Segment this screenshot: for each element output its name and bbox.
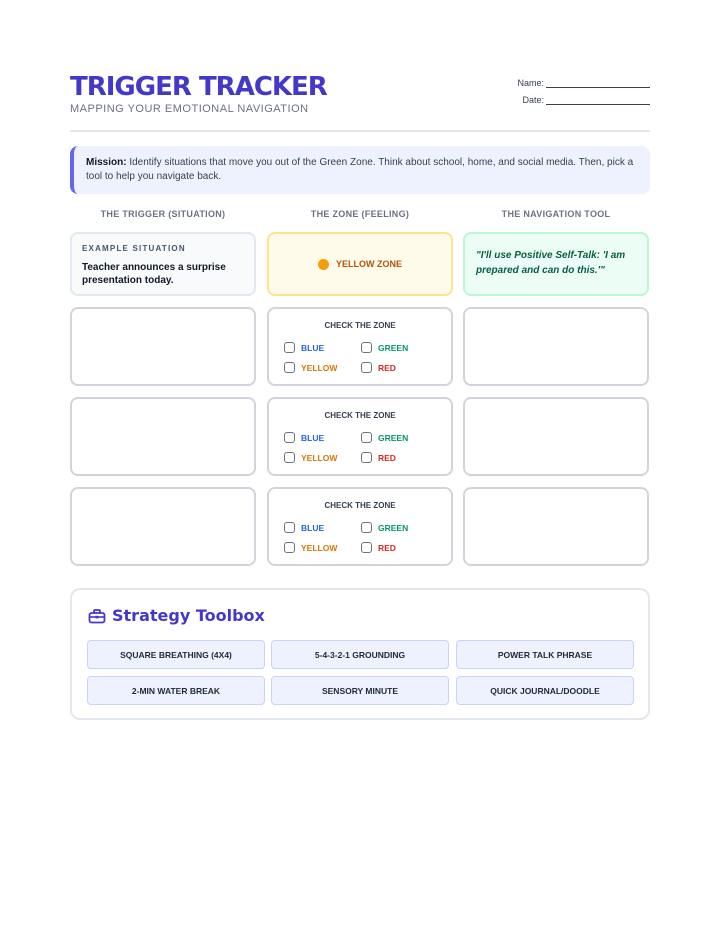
check-zone-title: CHECK THE ZONE bbox=[324, 321, 396, 330]
trigger-input-card[interactable] bbox=[70, 487, 256, 566]
example-trigger-card bbox=[70, 232, 256, 296]
tool-power-talk[interactable]: POWER TALK PHRASE bbox=[456, 640, 634, 669]
zone-option-red[interactable]: RED bbox=[361, 542, 396, 553]
page-header bbox=[70, 70, 650, 132]
checkbox-icon[interactable] bbox=[361, 522, 372, 533]
name-field[interactable] bbox=[546, 79, 650, 88]
zone-check-card bbox=[267, 487, 453, 566]
mission-callout bbox=[70, 146, 650, 194]
zone-option-yellow[interactable]: YELLOW bbox=[284, 452, 337, 463]
checkbox-icon[interactable] bbox=[284, 362, 295, 373]
name-date-fields bbox=[490, 72, 650, 106]
checkbox-icon[interactable] bbox=[361, 452, 372, 463]
check-zone-title: CHECK THE ZONE bbox=[324, 501, 396, 510]
zone-option-blue[interactable]: BLUE bbox=[284, 342, 324, 353]
checkbox-icon[interactable] bbox=[361, 432, 372, 443]
name-label: Name: bbox=[517, 78, 544, 88]
tool-sensory-minute[interactable]: SENSORY MINUTE bbox=[271, 676, 449, 705]
zone-option-yellow[interactable]: YELLOW bbox=[284, 542, 337, 553]
example-zone-card bbox=[267, 232, 453, 296]
tool-input-card[interactable] bbox=[463, 307, 649, 386]
checkbox-icon[interactable] bbox=[361, 542, 372, 553]
page-subtitle: MAPPING YOUR EMOTIONAL NAVIGATION bbox=[70, 103, 309, 115]
example-situation: Teacher announces a surprise presentation today. bbox=[82, 262, 226, 286]
checkbox-icon[interactable] bbox=[284, 542, 295, 553]
checkbox-icon[interactable] bbox=[284, 452, 295, 463]
date-label: Date: bbox=[522, 95, 544, 105]
page-title: TRIGGER TRACKER bbox=[70, 72, 327, 102]
column-header-trigger: THE TRIGGER (SITUATION) bbox=[100, 209, 226, 219]
strategy-toolbox bbox=[70, 588, 650, 720]
trigger-input-card[interactable] bbox=[70, 307, 256, 386]
tool-square-breathing[interactable]: SQUARE BREATHING (4X4) bbox=[87, 640, 265, 669]
tool-water-break[interactable]: 2-MIN WATER BREAK bbox=[87, 676, 265, 705]
check-zone-title: CHECK THE ZONE bbox=[324, 411, 396, 420]
trigger-input-card[interactable] bbox=[70, 397, 256, 476]
toolbox-header bbox=[88, 606, 265, 625]
date-field[interactable] bbox=[546, 96, 650, 105]
tool-input-card[interactable] bbox=[463, 397, 649, 476]
checkbox-icon[interactable] bbox=[284, 342, 295, 353]
checkbox-icon[interactable] bbox=[361, 362, 372, 373]
example-label: EXAMPLE SITUATION bbox=[82, 244, 186, 253]
example-zone-label: YELLOW ZONE bbox=[336, 259, 402, 269]
example-tool-card bbox=[463, 232, 649, 296]
example-tool-text: "I'll use Positive Self-Talk: 'I am prepared and can do this.'" bbox=[476, 250, 626, 276]
zone-check-card bbox=[267, 307, 453, 386]
mission-label: Mission: bbox=[86, 157, 127, 168]
toolbox-icon bbox=[88, 608, 106, 624]
zone-option-red[interactable]: RED bbox=[361, 452, 396, 463]
zone-option-blue[interactable]: BLUE bbox=[284, 522, 324, 533]
name-row bbox=[490, 72, 650, 88]
zone-option-red[interactable]: RED bbox=[361, 362, 396, 373]
tool-input-card[interactable] bbox=[463, 487, 649, 566]
yellow-dot-icon bbox=[318, 259, 329, 270]
zone-option-green[interactable]: GREEN bbox=[361, 432, 408, 443]
zone-option-blue[interactable]: BLUE bbox=[284, 432, 324, 443]
checkbox-icon[interactable] bbox=[284, 432, 295, 443]
checkbox-icon[interactable] bbox=[361, 342, 372, 353]
zone-check-card bbox=[267, 397, 453, 476]
column-header-tool: THE NAVIGATION TOOL bbox=[501, 209, 611, 219]
tool-grounding[interactable]: 5-4-3-2-1 GROUNDING bbox=[271, 640, 449, 669]
column-header-zone: THE ZONE (FEELING) bbox=[310, 209, 410, 219]
checkbox-icon[interactable] bbox=[284, 522, 295, 533]
zone-option-green[interactable]: GREEN bbox=[361, 342, 408, 353]
date-row bbox=[490, 89, 650, 105]
toolbox-title: Strategy Toolbox bbox=[112, 606, 265, 625]
mission-text: Identify situations that move you out of the Green Zone. Think about school, home, and social media. Then, pick a tool to help you navigate back. bbox=[86, 157, 634, 182]
zone-option-yellow[interactable]: YELLOW bbox=[284, 362, 337, 373]
zone-option-green[interactable]: GREEN bbox=[361, 522, 408, 533]
tool-quick-journal[interactable]: QUICK JOURNAL/DOODLE bbox=[456, 676, 634, 705]
